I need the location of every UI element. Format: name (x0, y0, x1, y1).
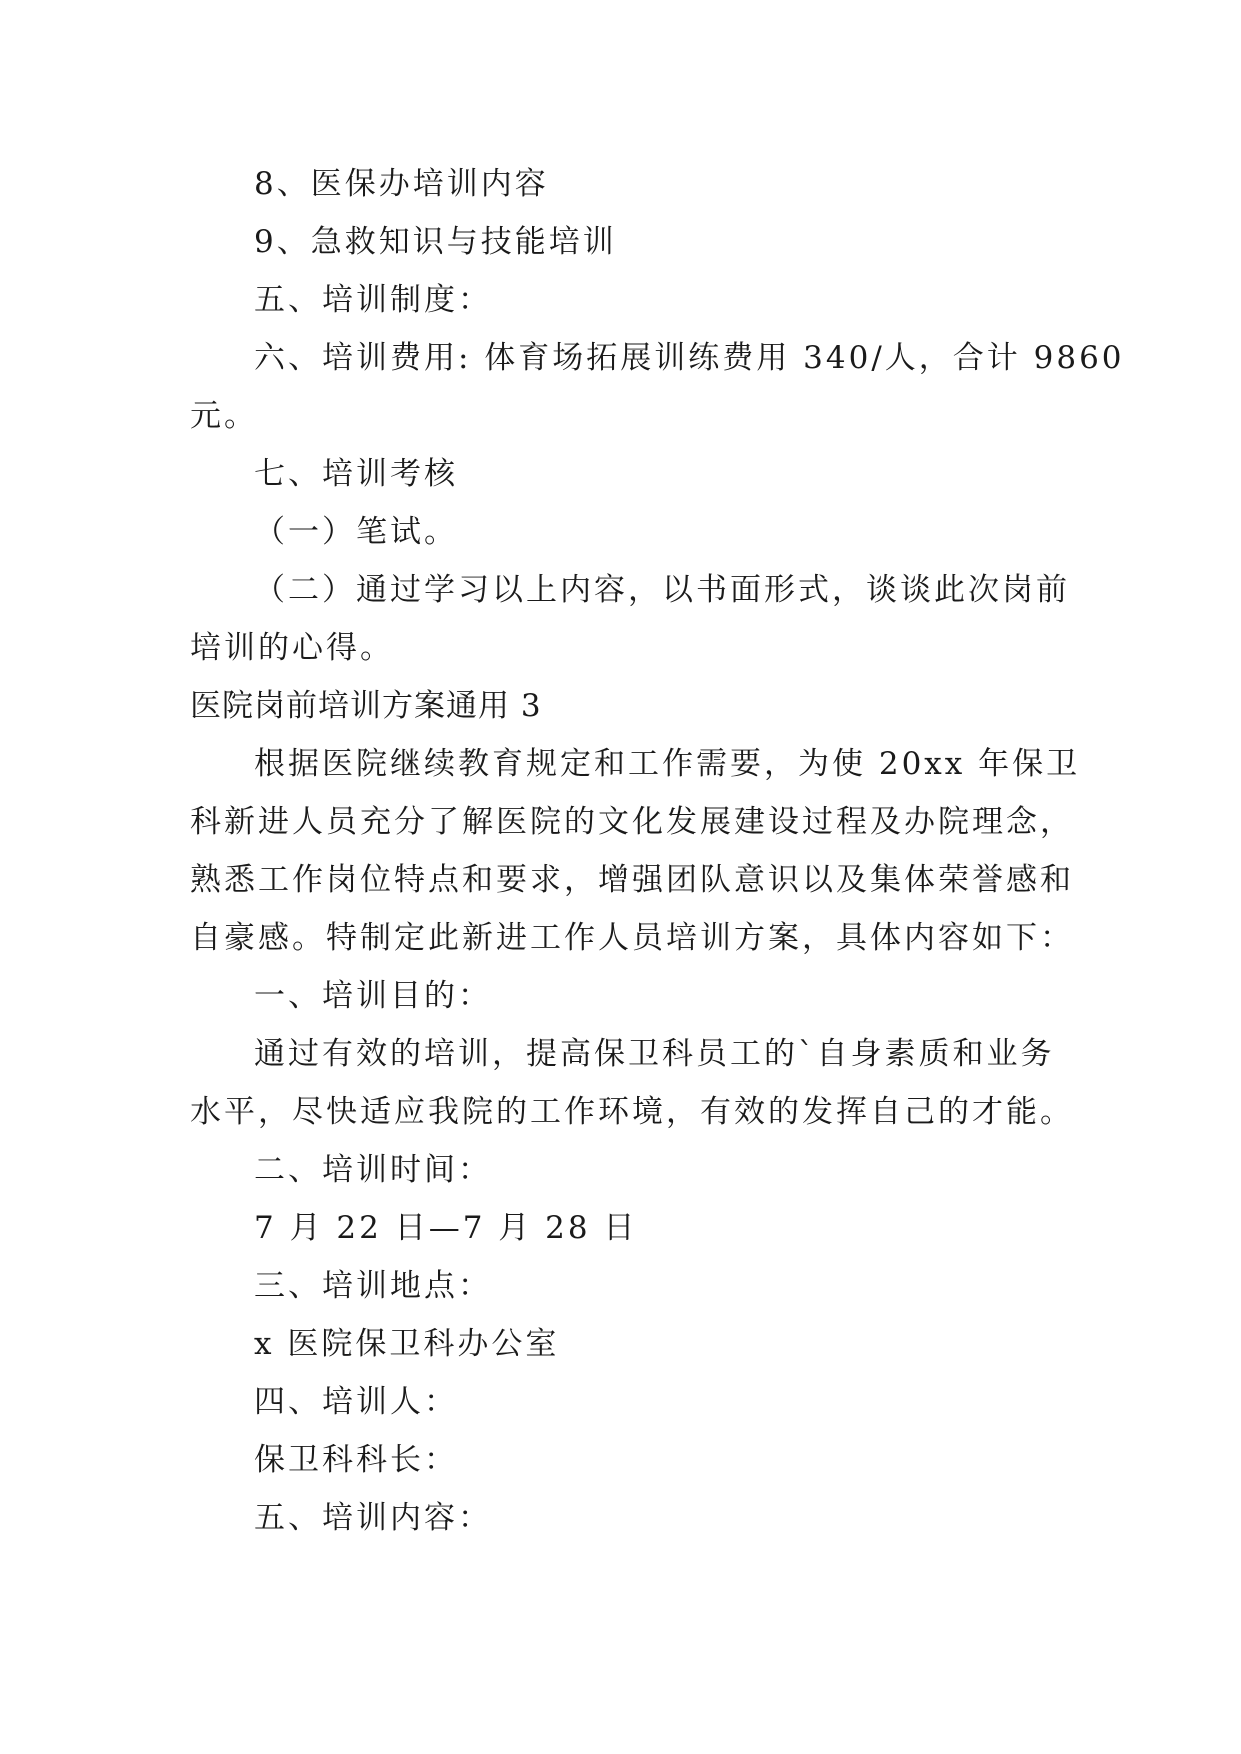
paragraph-line: 熟悉工作岗位特点和要求，增强团队意识以及集体荣誉感和 (190, 862, 1074, 898)
paragraph-line: 根据医院继续教育规定和工作需要，为使 20xx 年保卫 (254, 746, 1081, 782)
document-body (190, 155, 1125, 1547)
paragraph-line: 通过有效的培训，提高保卫科员工的`自身素质和业务 (254, 1036, 1055, 1072)
section-heading: 四、培训人： (254, 1384, 458, 1420)
paragraph-line: 培训的心得。 (190, 630, 394, 666)
section-heading: 七、培训考核 (254, 456, 458, 492)
list-item: 9、急救知识与技能培训 (254, 224, 617, 260)
document-title: 医院岗前培训方案通用 3 (190, 688, 542, 724)
paragraph-line: 自豪感。特制定此新进工作人员培训方案，具体内容如下： (190, 920, 1074, 956)
section-heading: 五、培训内容： (254, 1500, 492, 1536)
paragraph-line: 水平，尽快适应我院的工作环境，有效的发挥自己的才能。 (190, 1094, 1074, 1130)
paragraph-line: 科新进人员充分了解医院的文化发展建设过程及办院理念， (190, 804, 1074, 840)
section-heading: 三、培训地点： (254, 1268, 492, 1304)
list-item: （一）笔试。 (254, 514, 458, 550)
list-item: 8、医保办培训内容 (254, 166, 549, 202)
paragraph-line: x 医院保卫科办公室 (254, 1326, 560, 1362)
paragraph-line: 保卫科科长： (254, 1442, 458, 1478)
section-heading: 一、培训目的： (254, 978, 492, 1014)
section-heading: 五、培训制度： (254, 282, 492, 318)
paragraph-line: 六、培训费用: 体育场拓展训练费用 340/人，合计 9860 (254, 340, 1125, 376)
paragraph-line: （二）通过学习以上内容，以书面形式，谈谈此次岗前 (254, 572, 1070, 608)
paragraph-line: 元。 (190, 398, 258, 434)
section-heading: 二、培训时间： (254, 1152, 492, 1188)
paragraph-line: 7 月 22 日—7 月 28 日 (254, 1210, 638, 1246)
